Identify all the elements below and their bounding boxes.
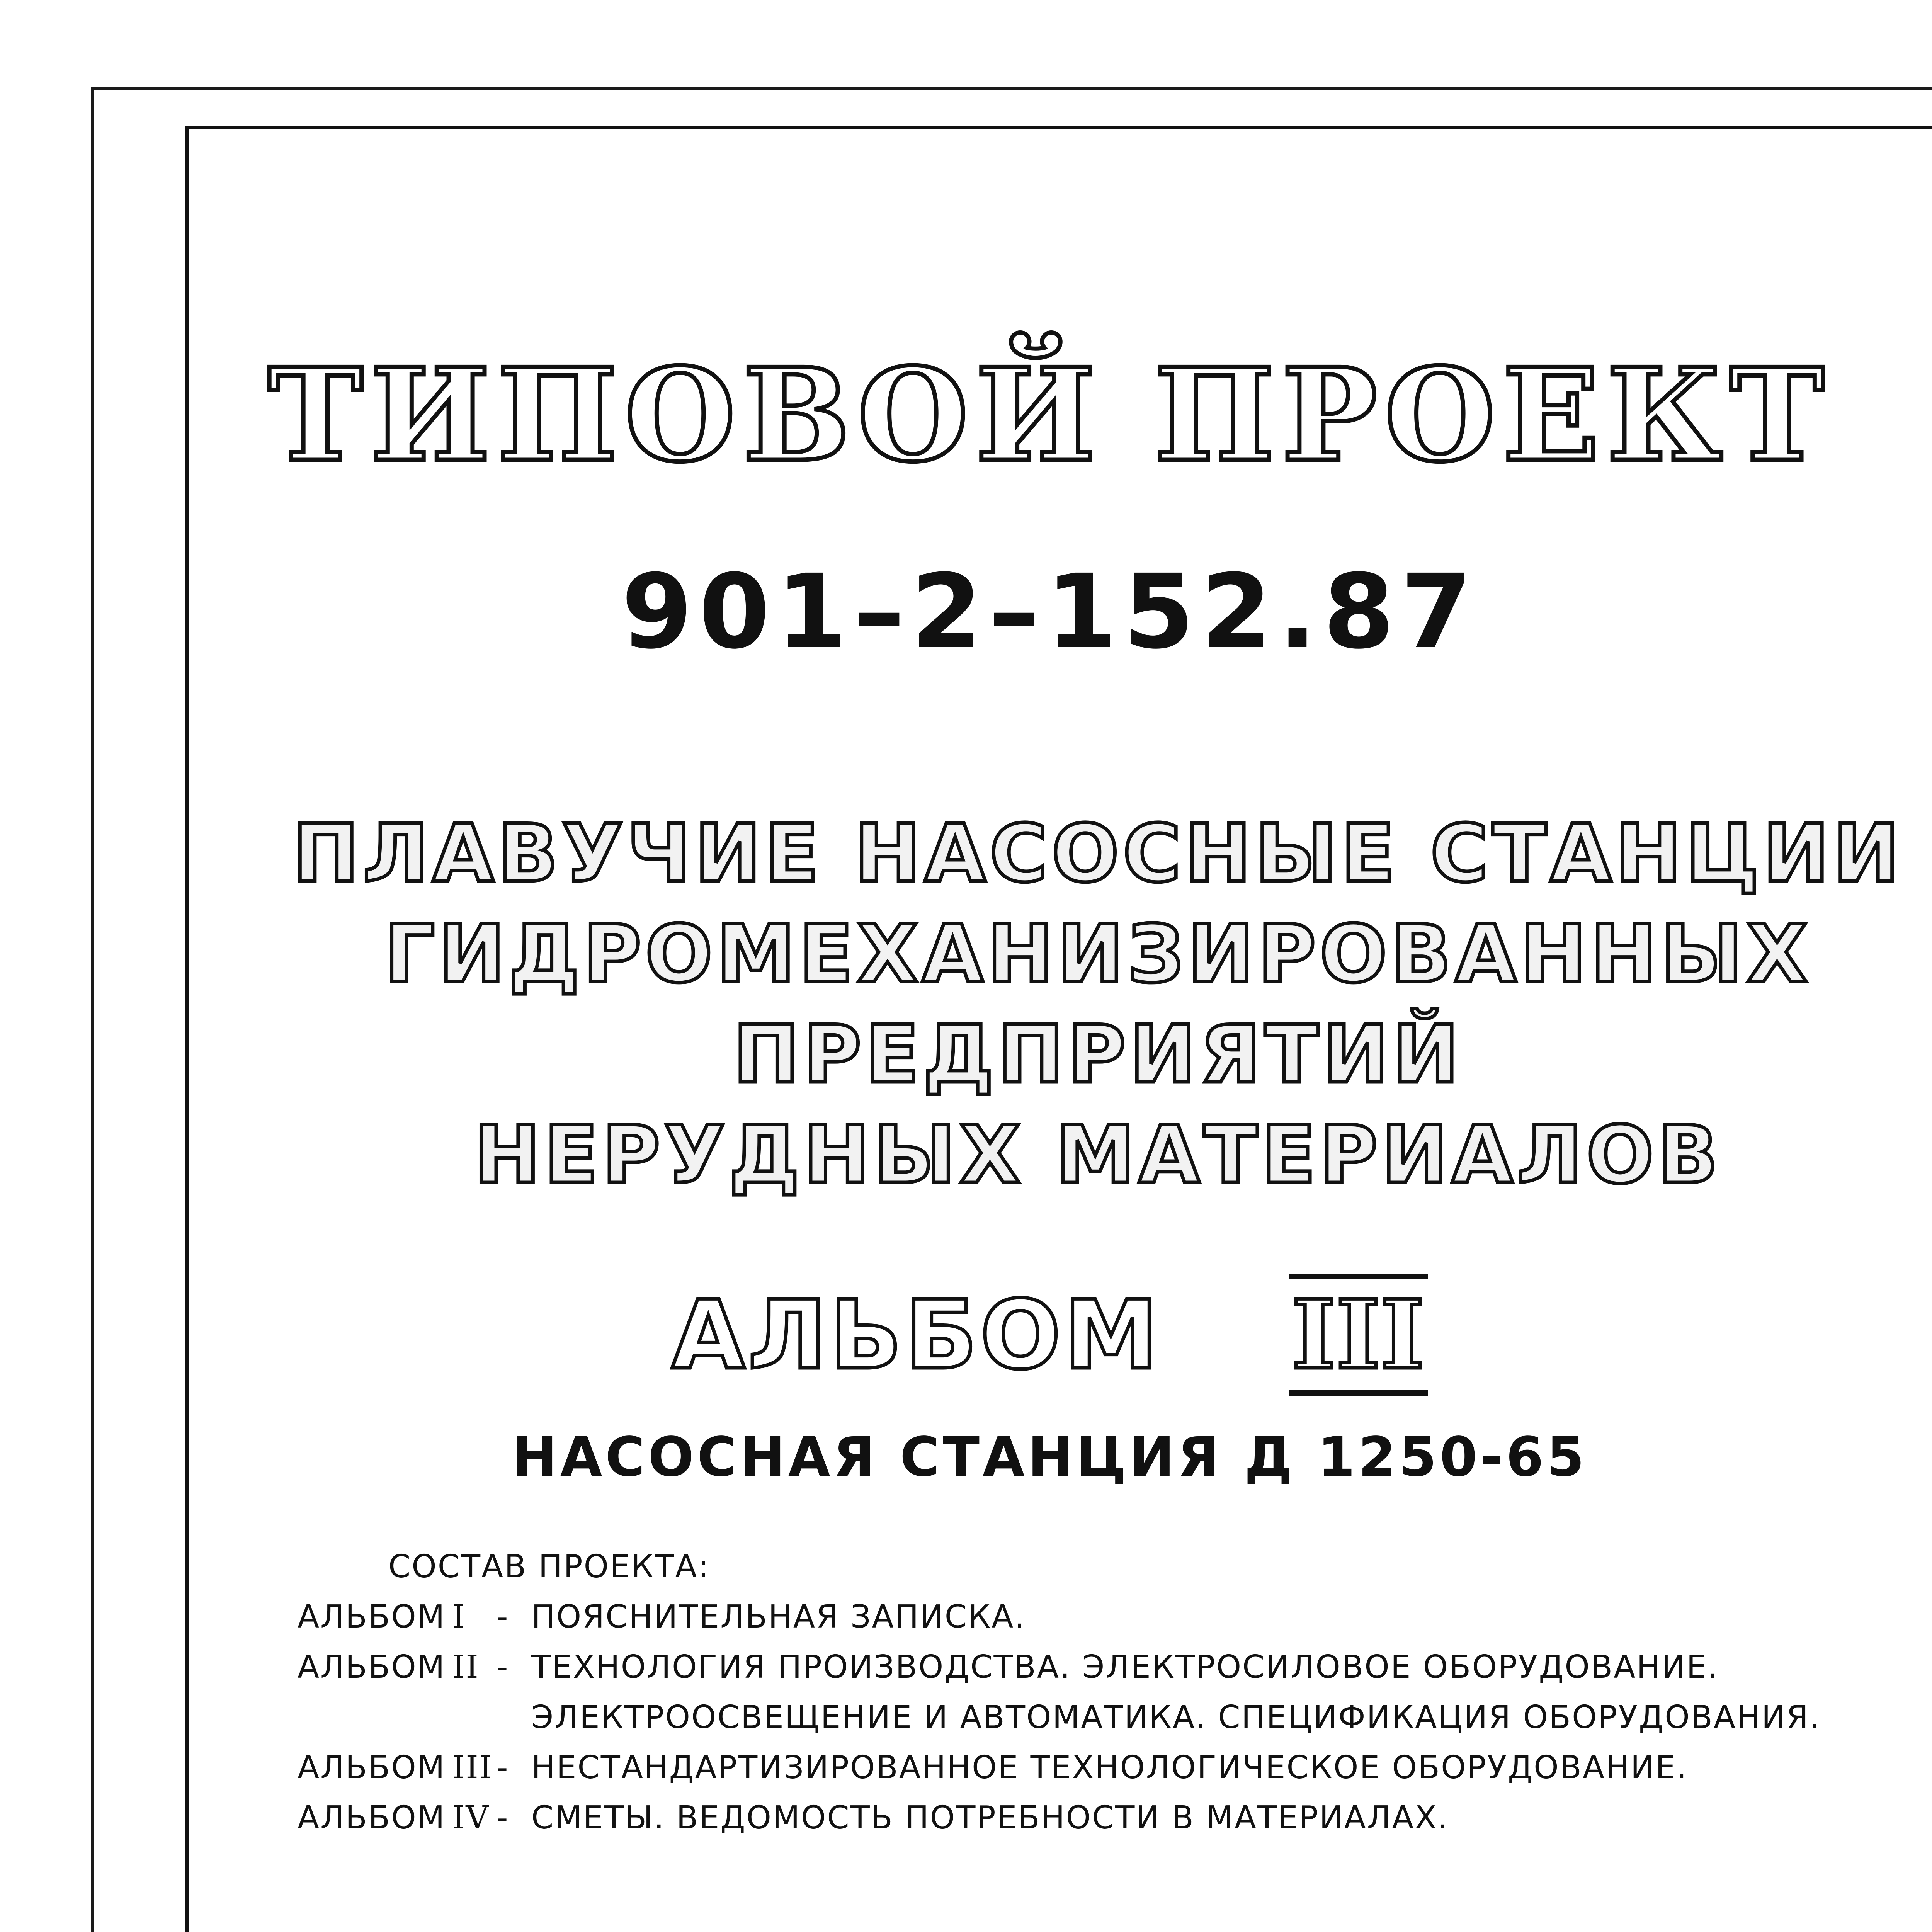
contents-item-dash: - [497, 1749, 509, 1786]
project-number: 901–2–152.87 [621, 553, 1478, 672]
album-word: АЛЬБОМ [672, 1280, 1161, 1390]
contents-item-text: ПОЯСНИТЕЛЬНАЯ ЗАПИСКА. [531, 1599, 1026, 1635]
project-name-line: ПЛАВУЧИЕ НАСОСНЫЕ СТАНЦИИ [293, 808, 1903, 900]
contents-item-number: IV [452, 1799, 490, 1836]
contents-heading: СОСТАВ ПРОЕКТА: [388, 1548, 710, 1585]
contents-item-number: I [452, 1599, 466, 1635]
project-contents [298, 1542, 1821, 1843]
album-heading [0, 1279, 1932, 1390]
contents-item [298, 1743, 1821, 1793]
album-number: III [1289, 1274, 1428, 1396]
contents-item-dash: - [497, 1799, 509, 1836]
contents-item-continuation: ЭЛЕКТРООСВЕЩЕНИЕ И АВТОМАТИКА. СПЕЦИФИКАЦИЯ ОБОРУДОВАНИЯ. [531, 1699, 1821, 1736]
project-name [116, 804, 1932, 1206]
contents-item [298, 1793, 1821, 1843]
contents-item-text: ТЕХНОЛОГИЯ ПРОИЗВОДСТВА. ЭЛЕКТРОСИЛОВОЕ ОБОРУДОВАНИЕ. [531, 1649, 1719, 1685]
document-title: ТИПОВОЙ ПРОЕКТ [268, 340, 1832, 490]
contents-item [298, 1642, 1821, 1692]
contents-item-label: АЛЬБОМ [298, 1599, 446, 1635]
contents-item-label: АЛЬБОМ [298, 1649, 446, 1685]
album-subtitle: НАСОСНАЯ СТАНЦИЯ Д 1250-65 [512, 1426, 1588, 1489]
contents-item-dash: - [497, 1649, 509, 1685]
contents-item-number: II [452, 1649, 480, 1685]
project-name-line: НЕРУДНЫХ МАТЕРИАЛОВ [474, 1109, 1722, 1201]
contents-item-text: НЕСТАНДАРТИЗИРОВАННОЕ ТЕХНОЛОГИЧЕСКОЕ ОБОРУДОВАНИЕ. [531, 1749, 1688, 1786]
contents-item-dash: - [497, 1599, 509, 1635]
project-name-line: ГИДРОМЕХАНИЗИРОВАННЫХ ПРЕДПРИЯТИЙ [384, 908, 1812, 1101]
contents-item [298, 1592, 1821, 1642]
contents-item-text: СМЕТЫ. ВЕДОМОСТЬ ПОТРЕБНОСТИ В МАТЕРИАЛАХ. [531, 1799, 1449, 1836]
contents-item-number: III [452, 1749, 493, 1786]
contents-item-label: АЛЬБОМ [298, 1799, 446, 1836]
contents-item-label: АЛЬБОМ [298, 1749, 446, 1786]
